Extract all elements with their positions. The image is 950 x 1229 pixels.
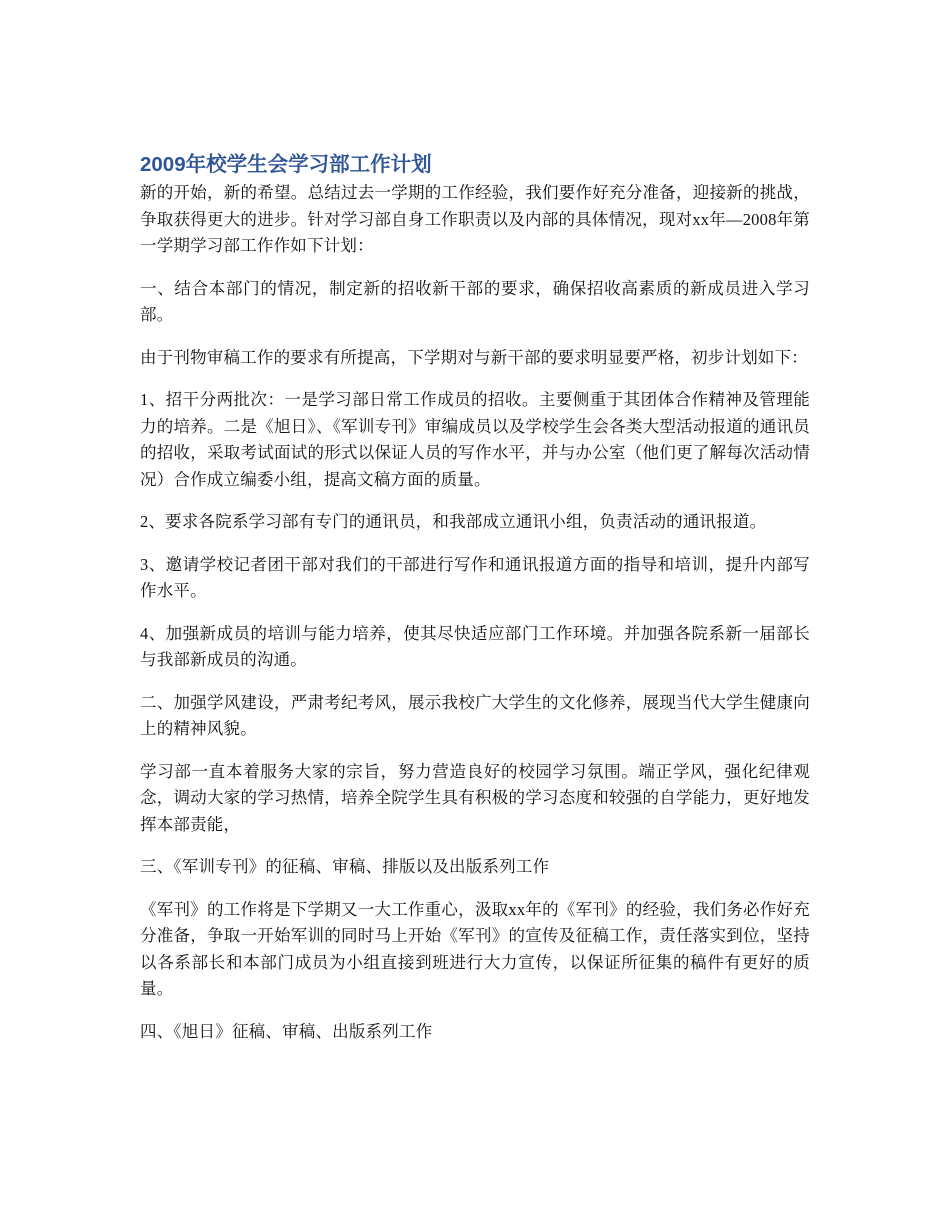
paragraph-intro: 新的开始，新的希望。总结过去一学期的工作经验，我们要作好充分准备，迎接新的挑战，争取获得更大的进步。针对学习部自身工作职责以及内部的具体情况，现对xx年—2008年第一学期学习部工作作如下计划： (140, 183, 810, 255)
paragraph-section-4-heading: 四、《旭日》征稿、审稿、出版系列工作 (140, 1021, 433, 1041)
paragraph-item-3: 3、邀请学校记者团干部对我们的干部进行写作和通讯报道方面的指导和培训，提升内部写作水平。 (140, 554, 810, 600)
paragraph-section-2-heading: 二、加强学风建设，严肃考纪考风，展示我校广大学生的文化修养，展现当代大学生健康向上的精神风貌。 (140, 692, 810, 738)
paragraph-section-1-intro: 由于刊物审稿工作的要求有所提高，下学期对与新干部的要求明显要严格，初步计划如下： (140, 347, 808, 367)
paragraph-item-1: 1、招干分两批次：一是学习部日常工作成员的招收。主要侧重于其团体合作精神及管理能力的培养。二是《旭日》、《军训专刊》审编成员以及学校学生会各类大型活动报道的通讯员的招收，采取考试面试的形式以保证人员的写作水平，并与办公室（他们更了解每次活动情况）合作成立编委小组，提高文稿方面的质量。 (140, 390, 810, 489)
paragraph-section-3-body: 《军刊》的工作将是下学期又一大工作重心，汲取xx年的《军刊》的经验，我们务必作好充分准备，争取一开始军训的同时马上开始《军刊》的宣传及征稿工作，责任落实到位，坚持以各系部长和本部门成员为小组直接到班进行大力宣传，以保证所征集的稿件有更好的质量。 (140, 899, 810, 998)
paragraph-item-4: 4、加强新成员的培训与能力培养，使其尽快适应部门工作环境。并加强各院系新一届部长与我部新成员的沟通。 (140, 623, 810, 669)
document-body (140, 150, 810, 1061)
paragraph-section-2-body: 学习部一直本着服务大家的宗旨，努力营造良好的校园学习氛围。端正学风，强化纪律观念，调动大家的学习热情，培养全院学生具有积极的学习态度和较强的自学能力，更好地发挥本部责能， (140, 761, 810, 834)
paragraph-section-3-heading: 三、《军训专刊》的征稿、审稿、排版以及出版系列工作 (140, 857, 550, 876)
paragraph-section-1-heading: 一、结合本部门的情况，制定新的招收新干部的要求，确保招收高素质的新成员进入学习部。 (140, 278, 810, 324)
paragraph-item-2: 2、要求各院系学习部有专门的通讯员，和我部成立通讯小组，负责活动的通讯报道。 (140, 512, 767, 531)
document-title: 2009年校学生会学习部工作计划 (140, 153, 432, 176)
